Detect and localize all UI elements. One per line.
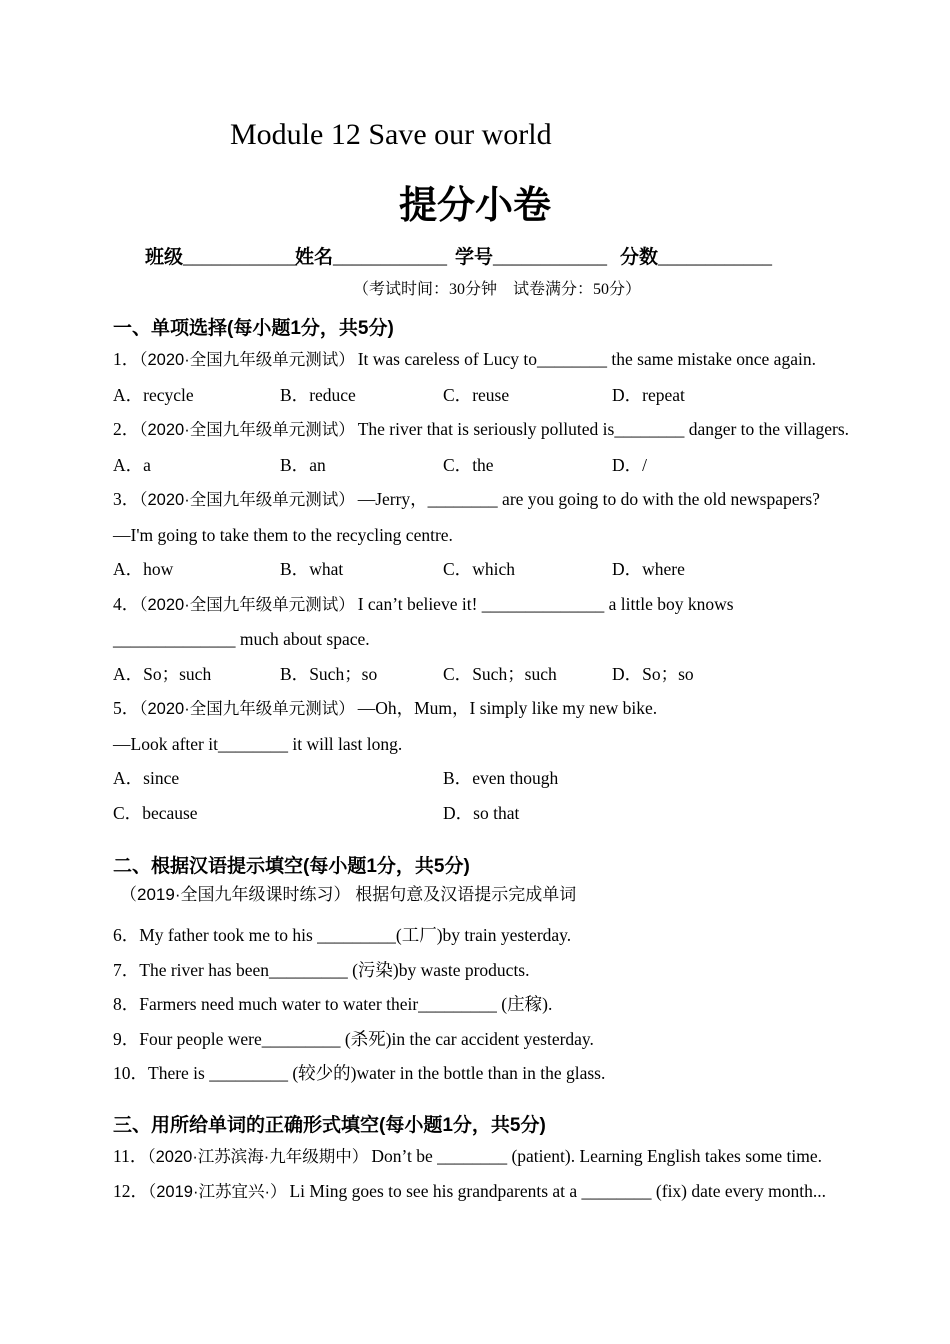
question-2-options [113, 448, 855, 483]
option-2-c [443, 448, 612, 483]
option-4-a [113, 657, 280, 692]
question-8 [113, 987, 855, 1022]
option-5-c [113, 796, 443, 831]
score-label: 分数 [620, 247, 659, 268]
section-3-heading: 三、用所给单词的正确形式填空(每小题1分，共5分) [113, 1114, 546, 1136]
question-2 [113, 412, 855, 448]
option-1-b-label: B． [280, 384, 310, 405]
option-2-a-text: a [143, 454, 151, 475]
option-1-d [612, 378, 855, 413]
option-1-a-label: A． [113, 384, 144, 405]
question-4-number: 4． [113, 593, 140, 614]
option-1-a-text: recycle [143, 384, 194, 405]
option-5-c-text: because [142, 802, 198, 823]
question-4-continuation: ______________ much about space. [113, 629, 370, 649]
option-3-c-label: C． [443, 559, 473, 579]
option-3-a-label: A． [113, 559, 144, 579]
option-3-b-label: B． [280, 559, 310, 579]
question-2-source: （2020·全国九年级单元测试） [139, 421, 355, 439]
option-1-c-label: C． [443, 384, 473, 405]
question-11 [113, 1139, 855, 1175]
question-3-source: （2020·全国九年级单元测试） [139, 491, 355, 509]
option-5-a-label: A． [113, 768, 144, 788]
option-1-c [443, 378, 612, 413]
option-5-d-label: D． [443, 802, 474, 823]
option-2-b [280, 448, 443, 483]
question-1 [113, 342, 855, 378]
option-2-c-label: C． [443, 454, 473, 475]
question-5-continuation: —Look after it________ it will last long. [113, 733, 403, 754]
option-5-a-text: since [143, 768, 180, 788]
option-4-d [612, 657, 855, 692]
question-10-text: There is _________ (较少的)water in the bottle than in the glass. [148, 1063, 606, 1083]
question-10-number: 10． [113, 1063, 148, 1083]
class-label: 班级 [145, 247, 184, 268]
question-1-text: It was careless of Lucy to________ the same mistake once again. [357, 349, 816, 369]
question-5-options [113, 761, 855, 830]
option-5-b-label: B． [443, 768, 473, 788]
option-1-a [113, 378, 280, 413]
question-3-number: 3． [113, 489, 140, 509]
question-6-number: 6． [113, 925, 140, 945]
option-1-b-text: reduce [309, 384, 356, 405]
question-6 [113, 918, 855, 953]
option-3-a-text: how [143, 559, 174, 579]
option-4-d-label: D． [612, 663, 643, 684]
student-info-row [145, 244, 950, 272]
option-1-d-text: repeat [642, 384, 685, 405]
section-1-heading: 一、单项选择(每小题1分，共5分) [113, 318, 394, 339]
option-1-b [280, 378, 443, 413]
option-4-b [280, 657, 443, 692]
name-blank-line: ____________ [333, 247, 448, 268]
question-8-text: Farmers need much water to water their_________ (庄稼). [139, 994, 553, 1014]
option-3-b-text: what [309, 559, 344, 579]
score-blank-line: ____________ [658, 247, 773, 268]
option-1-c-text: reuse [472, 384, 510, 405]
question-4 [113, 587, 855, 623]
question-7-number: 7． [113, 959, 140, 980]
option-2-a-label: A． [113, 454, 144, 475]
question-11-number: 11． [113, 1145, 148, 1166]
option-4-a-text: So；such [143, 663, 212, 684]
question-11-text: Don’t be ________ (patient). Learning English takes some time. [371, 1145, 823, 1166]
question-3-text: —Jerry，________ are you going to do with the old newspapers? [357, 489, 820, 509]
module-title: Module 12 Save our world [230, 118, 552, 151]
option-3-d [612, 552, 855, 587]
option-5-c-label: C． [113, 802, 143, 823]
question-3 [113, 482, 855, 518]
question-10 [113, 1056, 855, 1091]
question-11-source: （2020·江苏滨海·九年级期中） [147, 1147, 369, 1166]
question-9-number: 9． [113, 1028, 140, 1049]
question-1-source: （2020·全国九年级单元测试） [139, 351, 355, 369]
option-3-c [443, 552, 612, 587]
option-4-b-text: Such；so [309, 663, 378, 684]
question-1-options [113, 378, 855, 413]
option-4-d-text: So；so [642, 663, 694, 684]
info-field-name [295, 244, 455, 272]
question-6-text: My father took me to his _________(工厂)by train yesterday. [139, 925, 572, 945]
section-2-heading: 二、根据汉语提示填空(每小题1分，共5分) [113, 856, 470, 877]
question-5-number: 5． [113, 698, 140, 718]
option-2-d-text: / [642, 454, 648, 475]
option-5-d-text: so that [473, 802, 520, 823]
question-2-number: 2． [113, 419, 140, 439]
option-4-b-label: B． [280, 663, 310, 684]
option-2-d-label: D． [612, 454, 643, 475]
class-blank-line: ____________ [183, 247, 298, 268]
question-4-options [113, 657, 855, 692]
student-number-blank-line: ____________ [493, 247, 608, 268]
option-3-a [113, 552, 280, 587]
question-12-source: （2019·江苏宜兴·） [148, 1183, 287, 1201]
option-1-d-label: D． [612, 384, 643, 405]
name-label: 姓名 [295, 247, 334, 268]
question-12-text: Li Ming goes to see his grandparents at a ________ (fix) date every month... [289, 1181, 826, 1201]
option-3-d-text: where [642, 559, 685, 579]
option-2-a [113, 448, 280, 483]
info-field-class [145, 244, 298, 272]
option-3-d-label: D． [612, 559, 643, 579]
option-4-a-label: A． [113, 663, 144, 684]
question-12-number: 12． [113, 1181, 148, 1201]
question-5 [113, 691, 855, 727]
option-3-b [280, 552, 443, 587]
student-number-label: 学号 [455, 247, 494, 268]
question-2-text: The river that is seriously polluted is________ danger to the villagers. [357, 419, 850, 439]
option-4-c-text: Such；such [472, 663, 557, 684]
option-2-b-text: an [309, 454, 326, 475]
option-4-c-label: C． [443, 663, 473, 684]
option-2-d [612, 448, 855, 483]
exam-note: （考试时间：30分钟 试卷满分：50分） [352, 281, 641, 298]
paper-title: 提分小卷 [398, 185, 551, 227]
option-2-b-label: B． [280, 454, 310, 475]
option-5-a [113, 761, 443, 796]
question-4-source: （2020·全国九年级单元测试） [139, 595, 355, 614]
option-3-c-text: which [472, 559, 515, 579]
question-9 [113, 1022, 855, 1057]
question-3-options [113, 552, 855, 587]
section-2-subtitle: （2019·全国九年级课时练习） 根据句意及汉语提示完成单词 [120, 885, 577, 904]
option-2-c-text: the [472, 454, 494, 475]
info-field-student-number [455, 244, 620, 272]
paper-body [113, 316, 855, 1210]
question-4-text: I can’t believe it! ______________ a little boy knows [357, 593, 734, 614]
question-1-number: 1． [113, 349, 140, 369]
question-12 [113, 1174, 855, 1210]
question-7 [113, 953, 855, 988]
info-field-score [620, 244, 772, 272]
question-5-source: （2020·全国九年级单元测试） [139, 700, 355, 718]
question-8-number: 8． [113, 994, 140, 1014]
option-5-b [443, 761, 855, 796]
question-7-text: The river has been_________ (污染)by waste products. [139, 959, 530, 980]
question-9-text: Four people were_________ (杀死)in the car accident yesterday. [139, 1028, 594, 1049]
question-3-continuation: —I'm going to take them to the recycling centre. [113, 524, 453, 545]
option-5-b-text: even though [472, 768, 559, 788]
option-5-d [443, 796, 855, 831]
question-5-text: —Oh，Mum，I simply like my new bike. [357, 698, 658, 718]
option-4-c [443, 657, 612, 692]
